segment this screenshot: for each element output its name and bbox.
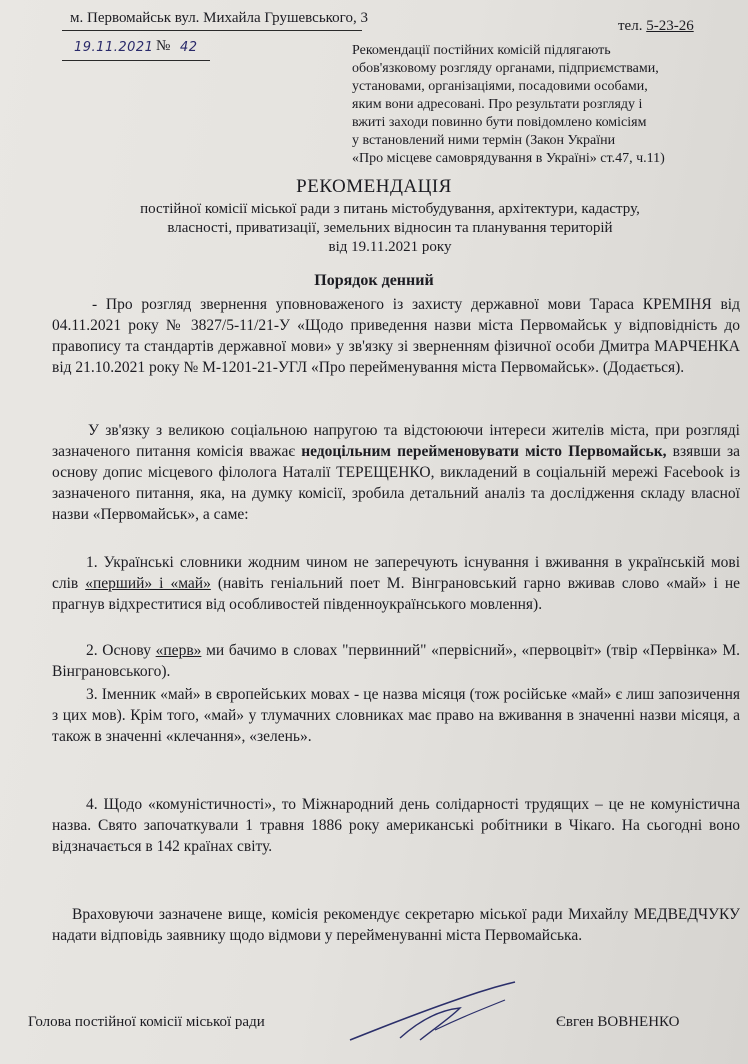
signatory-name: Євген ВОВНЕНКО	[556, 1014, 680, 1030]
legal-note-line: яким вони адресовані. Про результати розгляду і	[352, 97, 643, 112]
legal-note-line: у встановлений ними термін (Закон України	[352, 133, 616, 148]
subtitle-line: від 19.11.2021 року	[328, 239, 452, 255]
phone-number: 5-23-26	[646, 18, 694, 34]
intro-bold: недоцільним перейменовувати місто Первомайськ,	[301, 443, 667, 460]
point-2	[52, 640, 740, 682]
subtitle-line: власності, приватизації, земельних відносин та планування територій	[167, 220, 613, 236]
agenda-heading: Порядок денний	[314, 272, 434, 289]
document-title: РЕКОМЕНДАЦІЯ	[296, 176, 452, 197]
legal-note-line: установами, організаціями, посадовими особами,	[352, 79, 648, 94]
signatory-title: Голова постійної комісії міської ради	[28, 1014, 265, 1030]
doc-number-label: №	[156, 38, 171, 54]
conclusion-paragraph: Враховуючи зазначене вище, комісія рекомендує секретарю міської ради Михайлу МЕДВЕДЧУКУ надати відповідь заявнику щодо відмови у перейменуванні міста Первомайська.	[52, 906, 740, 944]
document-subtitle	[60, 200, 720, 257]
number-rule	[174, 60, 210, 61]
intro-text-b: взявши за основу допис місцевого філолога Наталії ТЕРЕЩЕНКО, викладений в соціальній мережі Facebook із зазначеного питання, яка, на думку комісії, зробила детальний аналіз та дослідження складу власної назви «Первомайськ», а саме:	[52, 443, 740, 523]
point-1	[52, 552, 740, 615]
legal-note	[352, 42, 704, 168]
point-4: 4. Щодо «комуністичності», то Міжнародний день солідарності трудящих – це не комуністична назва. Свято започаткували 1 травня 1886 року американські робітники в Чікаго. На сьогодні воно відзначається в 142 країнах світу.	[52, 796, 740, 855]
intro-text-a: У зв'язку з великою соціальною напругою та відстоюючи інтереси жителів міста, при розгляді зазначеного питання комісія вважає	[52, 422, 740, 460]
point-1-text-b: (навіть геніальний поет М. Вінграновський гарно вживав слово «май» і не прагнув відхреститися від особливостей південноукраїнського мовлення).	[52, 575, 740, 613]
point-2-underlined: «перв»	[155, 642, 202, 659]
doc-number: 42	[180, 40, 198, 55]
legal-note-line: Рекомендації постійних комісій підлягають	[352, 43, 611, 58]
header-phone-block	[618, 18, 694, 35]
legal-note-line: вжиті заходи повинно бути повідомлено комісіям	[352, 115, 647, 130]
point-1-text-a: 1. Українські словники жодним чином не заперечують існування і вживання в українській мові слів	[52, 554, 740, 592]
header-rule	[62, 30, 362, 31]
legal-note-line: «Про місцеве самоврядування в Україні» ст.47, ч.11)	[352, 151, 665, 166]
point-2-text-b: ми бачимо в словах "первинний" «первісний», «первоцвіт» (твір «Первінка» М. Вінграновського).	[52, 642, 740, 680]
subtitle-line: постійної комісії міської ради з питань містобудування, архітектури, кадастру,	[140, 201, 640, 217]
header-address: м. Первомайськ вул. Михайла Грушевського, 3	[70, 10, 368, 26]
point-3: 3. Іменник «май» в європейських мовах - це назва місяця (тож російське «май» є лиш запозичення з цих мов). Крім того, «май» у тлумачних словниках має право на вживання в значенні назви місяця, а також в значенні «клечання», «зелень».	[52, 686, 740, 745]
phone-label: тел.	[618, 18, 643, 34]
point-2-text-a: 2. Основу	[86, 642, 156, 659]
handwritten-signature	[340, 980, 540, 1050]
point-1-underlined: «перший» і «май»	[85, 575, 211, 592]
agenda-text: - Про розгляд звернення уповноваженого із захисту державної мови Тараса КРЕМІНЯ від 04.11.2021 року № 3827/5-11/21-У «Щодо приведення назви міста Первомайськ у відповідність до правопису та стандартів державної мови» у зв'язку зі зверненням фізичної особи Дмитра МАРЧЕНКА від 21.10.2021 року № М-1201-21-УГЛ «Про перейменування міста Первомайськ». (Додається).	[52, 296, 740, 376]
intro-paragraph	[52, 420, 740, 525]
legal-note-line: обов'язковому розгляду органами, підприємствами,	[352, 61, 659, 76]
handwritten-date: 19.11.2021	[74, 40, 154, 55]
